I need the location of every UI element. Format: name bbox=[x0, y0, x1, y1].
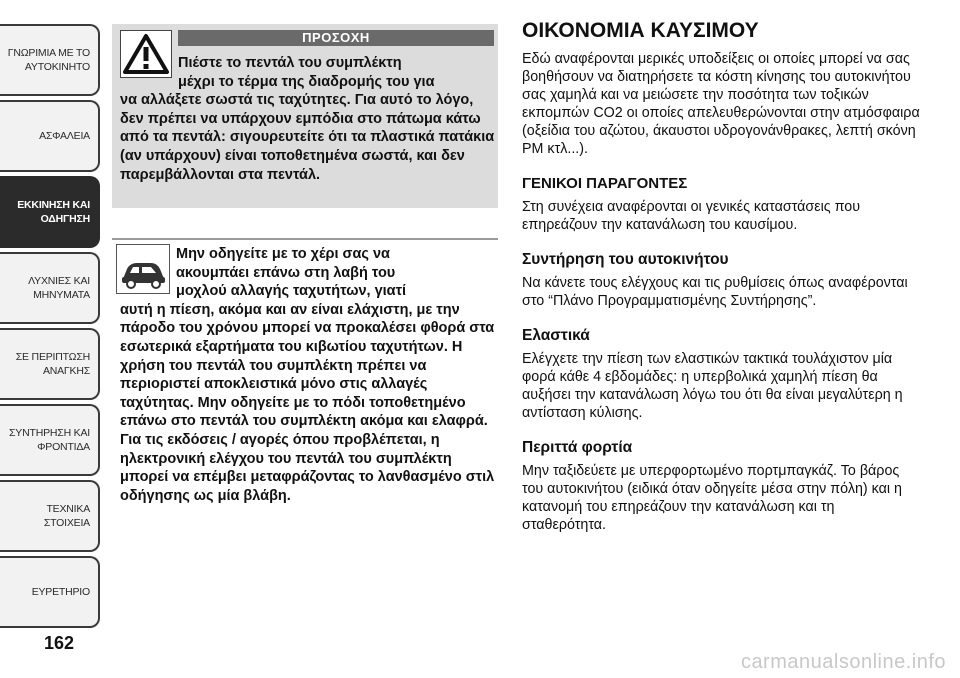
tab-safety[interactable] bbox=[0, 100, 100, 172]
tab-label: ΜΗΝΥΜΑΤΑ bbox=[33, 289, 90, 301]
section-divider bbox=[112, 238, 498, 240]
page-number: 162 bbox=[44, 633, 75, 653]
tab-lights-messages[interactable] bbox=[0, 252, 100, 324]
general-factors-text: Στη συνέχεια αναφέρονται οι γενικές καταστάσεις που επηρεάζουν την κατανάλωση του καυσίμου. bbox=[522, 199, 861, 233]
maintenance-text: Να κάνετε τους ελέγχους και τις ρυθμίσεις όπως αναφέρονται στο “Πλάνο Προγραμματισμένης Συντήρησης”. bbox=[522, 275, 908, 309]
tab-label: ΣΕ ΠΕΡΙΠΤΩΣΗ bbox=[15, 351, 90, 363]
tab-label: ΕΥΡΕΤΗΡΙΟ bbox=[31, 586, 90, 598]
general-factors-heading: ΓΕΝΙΚΟΙ ΠΑΡΑΓΟΝΤΕΣ bbox=[522, 175, 688, 192]
note-line-1: Μην οδηγείτε με το χέρι σας να bbox=[176, 246, 390, 262]
tyres-heading: Ελαστικά bbox=[522, 327, 590, 344]
tab-label: ΑΥΤΟΚΙΝΗΤΟ bbox=[24, 61, 90, 73]
warning-header: ΠΡΟΣΟΧΗ bbox=[178, 30, 494, 46]
tab-starting-driving[interactable] bbox=[0, 176, 100, 248]
tab-maintenance[interactable] bbox=[0, 404, 100, 476]
tab-label: ΑΝΑΓΚΗΣ bbox=[42, 365, 90, 377]
tab-label: ΟΔΗΓΗΣΗ bbox=[40, 213, 90, 225]
unnecessary-loads-heading: Περιττά φορτία bbox=[522, 439, 633, 456]
note-line-2: ακουμπάει επάνω στη λαβή του bbox=[176, 264, 396, 281]
note-line-3: μοχλού αλλαγής ταχυτήτων, γιατί bbox=[176, 283, 407, 300]
warning-text bbox=[120, 54, 496, 184]
tab-label: ΣΥΝΤΗΡΗΣΗ ΚΑΙ bbox=[9, 427, 90, 439]
tab-label: ΑΣΦΑΛΕΙΑ bbox=[39, 130, 90, 142]
tab-label: ΦΡΟΝΤΙΔΑ bbox=[37, 441, 90, 453]
tab-getting-to-know[interactable] bbox=[0, 24, 100, 96]
tab-label: ΕΚΚΙΝΗΣΗ ΚΑΙ bbox=[17, 199, 90, 211]
tab-technical-data[interactable] bbox=[0, 480, 100, 552]
note-body: αυτή η πίεση, ακόμα και αν είναι ελάχιστη, με την πάροδο του χρόνου μπορεί να προκαλέσει φθορά στα εσωτερικά εξαρτήματα του κιβωτίου ταχυτήτων. Η χρήση του πεντάλ του συμπλέκτη πρέπει να περιοριστεί αποκλειστικά μόνο στις αλλαγές ταχύτητας. Μην οδηγείτε με το πόδι τοποθετημένο επάνω στο πεντάλ του συμπλέκτη ακόμα και ελαφρά. Για τις εκδόσεις / αγορές όπου προβλέπεται, η ηλεκτρονική ελέγχου του πεντάλ του συμπλέκτη μπορεί να επέμβει μεταφράζοντας το λανθασμένο στιλ οδήγησης ως μία βλάβη. bbox=[120, 301, 495, 504]
watermark: carmanualsonline.info bbox=[740, 651, 946, 673]
tyres-text: Ελέγχετε την πίεση των ελαστικών τακτικά τουλάχιστον μία φορά κάθε 4 εβδομάδες: η υπερβολικά χαμηλή πίεση θα αυξήσει την κατανάλωση λόγω του ότι θα είναι μεγαλύτερη η αντίσταση κύλισης. bbox=[522, 351, 903, 421]
page-title: ΟΙΚΟΝΟΜΙΑ ΚΑΥΣΙΜΟΥ bbox=[522, 19, 759, 42]
tab-label: ΤΕΧΝΙΚΑ ΣΤΟΙΧΕΙΑ bbox=[43, 503, 90, 529]
intro-paragraph: Εδώ αναφέρονται μερικές υποδείξεις οι οποίες μπορεί να σας βοηθήσουν να διατηρήσετε τα κόστη κίνησης του αυτοκινήτου σας χαμηλά και να μειώσετε την ποσότητα των τοξικών εκπομπών CO2 οι οποίες απελευθερώνονται στην ατμόσφαιρα (οξείδια του αζώτου, άκαυστοι υδρογονάνθρακες, λεπτή σκόνη PM κτλ...). bbox=[522, 51, 920, 157]
unnecessary-loads-text: Μην ταξιδεύετε με υπερφορτωμένο πορτμπαγκάζ. Το βάρος του αυτοκινήτου (ειδικά όταν οδηγείτε μέσα στην πόλη) και η κατανομή του επηρεάζουν την κατανάλωση και τη σταθερότητα. bbox=[522, 463, 902, 533]
tab-emergency[interactable] bbox=[0, 328, 100, 400]
tab-index[interactable] bbox=[0, 556, 100, 628]
tab-label: ΓΝΩΡΙΜΙΑ ΜΕ ΤΟ bbox=[7, 47, 90, 59]
warning-body: να αλλάξετε σωστά τις ταχύτητες. Για αυτό το λόγο, δεν πρέπει να υπάρχουν εμπόδια στο πάτωμα κάτω από τα πεντάλ: σιγουρευτείτε ότι τα πλαστικά πατάκια (αν υπάρχουν) είναι τοποθετημένα σωστά, και δεν παρεμβάλλονται στα πεντάλ. bbox=[120, 92, 495, 183]
maintenance-heading: Συντήρηση του αυτοκινήτου bbox=[522, 251, 729, 268]
warning-line-2: μέχρι το τέρμα της διαδρομής του για bbox=[178, 73, 435, 90]
tab-label: ΛΥΧΝΙΕΣ ΚΑΙ bbox=[28, 275, 90, 287]
warning-line-1: Πιέστε το πεντάλ του συμπλέκτη bbox=[178, 55, 402, 71]
note-text bbox=[120, 245, 500, 505]
content-column bbox=[522, 18, 922, 534]
